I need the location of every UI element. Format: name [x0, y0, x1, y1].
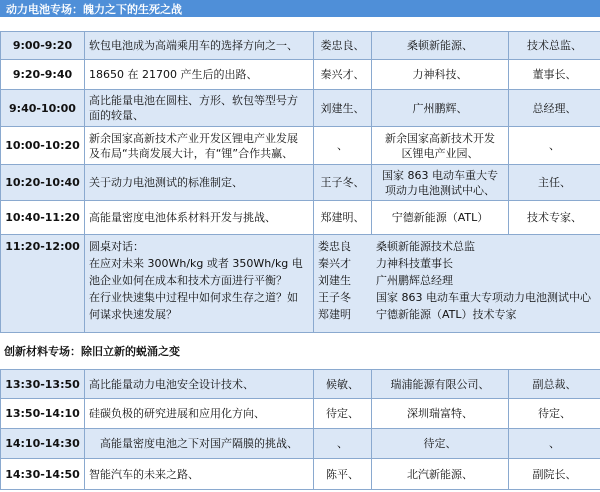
speaker-organization [372, 127, 509, 165]
speaker-organization [372, 90, 509, 127]
time-slot: 14:10-14:30 [1, 429, 85, 459]
speaker-name-line: 候敏、 [326, 377, 359, 391]
panel-participant [318, 306, 596, 323]
speaker-name [314, 90, 372, 127]
participant-name: 刘建生 [318, 274, 351, 287]
time-slot: 9:20-9:40 [1, 60, 85, 90]
talk-topic-line: 软包电池成为高端乘用车的选择方向之一、 [89, 39, 298, 52]
section-title: 创新材料专场：除旧立新的蜕涌之变 [4, 344, 180, 358]
speaker-organization-line: 区锂电产业园、 [401, 146, 479, 160]
speaker-organization [372, 32, 509, 60]
schedule-row [1, 90, 600, 127]
talk-topic-line: 高比能量动力电池安全设计技术、 [89, 377, 254, 391]
schedule-row [1, 201, 600, 235]
panel-topic-line: 在行业快速集中过程中如何求生存之道？如 [89, 291, 298, 304]
speaker-name-line: 娄忠良、 [320, 39, 365, 52]
speaker-role-line: 技术专家、 [527, 211, 582, 224]
talk-topic-line: 硅碳负极的研究进展和应用化方向、 [89, 407, 265, 420]
time-slot: 14:30-14:50 [1, 459, 85, 490]
speaker-role-line: 副院长、 [532, 467, 577, 481]
talk-topic [85, 60, 314, 90]
speaker-role-line: 待定、 [538, 407, 571, 420]
schedule-row [1, 429, 600, 459]
talk-topic-line: 高能量密度电池体系材料开发与挑战、 [89, 211, 276, 224]
talk-topic-line: 新余国家高新技术产业开发区锂电产业发展 [89, 131, 298, 145]
speaker-name-line: 王子冬、 [320, 176, 365, 189]
speaker-organization-line: 项动力电池测试中心、 [385, 183, 495, 197]
speaker-role [509, 399, 600, 429]
speaker-name [314, 127, 372, 165]
schedule-row [1, 60, 600, 90]
schedule-row [1, 32, 600, 60]
speaker-name [314, 370, 372, 399]
panel-participant [318, 238, 596, 255]
speaker-organization [372, 370, 509, 399]
speaker-name-line: 陈平、 [326, 467, 359, 481]
speaker-name-line: 、 [337, 139, 348, 152]
participant-name: 郑建明 [318, 308, 351, 321]
speaker-organization [372, 165, 509, 201]
speaker-organization-line: 深圳瑞富特、 [407, 407, 473, 420]
speaker-name-line: 刘建生、 [320, 101, 365, 115]
speaker-organization-line: 力神科技、 [412, 68, 468, 81]
time-slot: 11:20-12:00 [1, 235, 85, 333]
panel-participant [318, 289, 596, 306]
talk-topic [85, 32, 314, 60]
schedule-row [1, 459, 600, 490]
speaker-organization-line: 新余国家高新技术开发 [385, 131, 495, 145]
speaker-role [509, 165, 600, 201]
schedule-table-materials [0, 369, 600, 490]
speaker-name [314, 201, 372, 235]
speaker-role-line: 技术总监、 [527, 39, 582, 52]
talk-topic [85, 429, 314, 459]
participant-organization: 国家 863 电动车重大专项动力电池测试中心 [376, 291, 591, 304]
panel-discussion-row [1, 235, 600, 333]
panel-topic [85, 235, 314, 333]
talk-topic [85, 399, 314, 429]
speaker-role-line: 总经理、 [532, 101, 577, 115]
speaker-organization-line: 国家 863 电动车重大专 [382, 168, 498, 182]
time-slot: 10:20-10:40 [1, 165, 85, 201]
speaker-name [314, 459, 372, 490]
schedule-row [1, 165, 600, 201]
time-slot: 10:40-11:20 [1, 201, 85, 235]
section-header-materials [0, 340, 600, 361]
participant-name: 娄忠良 [318, 240, 351, 253]
talk-topic-line: 高比能量电池在圆柱、方形、软包等型号方 [89, 94, 298, 107]
speaker-organization-line: 桑顿新能源、 [407, 39, 473, 52]
section-header-battery [0, 0, 600, 17]
time-slot: 9:40-10:00 [1, 90, 85, 127]
speaker-name [314, 429, 372, 459]
speaker-role [509, 60, 600, 90]
speaker-organization-line: 宁德新能源（ATL） [391, 211, 489, 224]
talk-topic [85, 165, 314, 201]
talk-topic-line: 关于动力电池测试的标准制定、 [89, 176, 243, 189]
participant-organization: 桑顿新能源技术总监 [376, 240, 475, 253]
speaker-role-line: 、 [549, 437, 560, 450]
speaker-organization-line: 瑞浦能源有限公司、 [390, 377, 490, 391]
speaker-name [314, 165, 372, 201]
speaker-role-line: 主任、 [538, 176, 571, 189]
section-title: 动力电池专场：魄力之下的生死之战 [6, 2, 182, 16]
panel-topic-line: 圆桌对话： [89, 240, 144, 253]
schedule-row [1, 127, 600, 165]
speaker-role [509, 127, 600, 165]
speaker-role-line: 副总裁、 [532, 377, 577, 391]
talk-topic [85, 370, 314, 399]
speaker-role [509, 459, 600, 490]
talk-topic [85, 90, 314, 127]
panel-participant [318, 272, 596, 289]
panel-topic-line: 在应对未来 300Wh/kg 或者 350Wh/kg 电 [89, 257, 303, 270]
panel-participant [318, 255, 596, 272]
speaker-role [509, 429, 600, 459]
speaker-name-line: 、 [337, 437, 348, 450]
participant-organization: 广州鹏辉总经理 [376, 274, 453, 287]
speaker-organization [372, 429, 509, 459]
speaker-name [314, 399, 372, 429]
speaker-name-line: 待定、 [326, 407, 359, 420]
participant-organization: 力神科技董事长 [376, 257, 453, 270]
speaker-organization [372, 459, 509, 490]
participant-organization: 宁德新能源（ATL）技术专家 [376, 308, 517, 321]
speaker-organization-line: 待定、 [423, 437, 457, 450]
speaker-role [509, 201, 600, 235]
schedule-row [1, 370, 600, 399]
speaker-organization [372, 201, 509, 235]
speaker-role-line: 董事长、 [532, 68, 577, 81]
talk-topic-line: 面的较量、 [89, 109, 144, 122]
panel-topic-line: 何谋求快速发展？ [89, 308, 177, 321]
speaker-name-line: 秦兴才、 [320, 68, 365, 81]
speaker-name [314, 60, 372, 90]
participant-name: 王子冬 [318, 291, 351, 304]
speaker-role [509, 32, 600, 60]
participant-name: 秦兴才 [318, 257, 351, 270]
speaker-organization [372, 399, 509, 429]
speaker-role-line: 、 [549, 139, 560, 152]
talk-topic [85, 459, 314, 490]
time-slot: 13:50-14:10 [1, 399, 85, 429]
speaker-organization-line: 广州鹏辉、 [412, 101, 468, 115]
talk-topic-line: 18650 在 21700 产生后的出路、 [89, 68, 258, 81]
talk-topic-line: 智能汽车的未来之路、 [89, 467, 199, 481]
speaker-organization-line: 北汽新能源、 [407, 467, 473, 481]
talk-topic-line: 高能量密度电池之下对国产隔膜的挑战、 [100, 437, 298, 450]
schedule-table-battery [0, 31, 600, 333]
time-slot: 9:00-9:20 [1, 32, 85, 60]
panel-participants [314, 235, 600, 333]
speaker-role [509, 90, 600, 127]
time-slot: 10:00-10:20 [1, 127, 85, 165]
talk-topic-line: 及布局“共商发展大计，有“锂”合作共赢、 [89, 146, 294, 160]
schedule-row [1, 399, 600, 429]
talk-topic [85, 127, 314, 165]
speaker-name [314, 32, 372, 60]
speaker-organization [372, 60, 509, 90]
speaker-role [509, 370, 600, 399]
talk-topic [85, 201, 314, 235]
time-slot: 13:30-13:50 [1, 370, 85, 399]
panel-topic-line: 池企业如何在成本和技术方面进行平衡？ [89, 274, 287, 287]
speaker-name-line: 郑建明、 [320, 211, 365, 224]
